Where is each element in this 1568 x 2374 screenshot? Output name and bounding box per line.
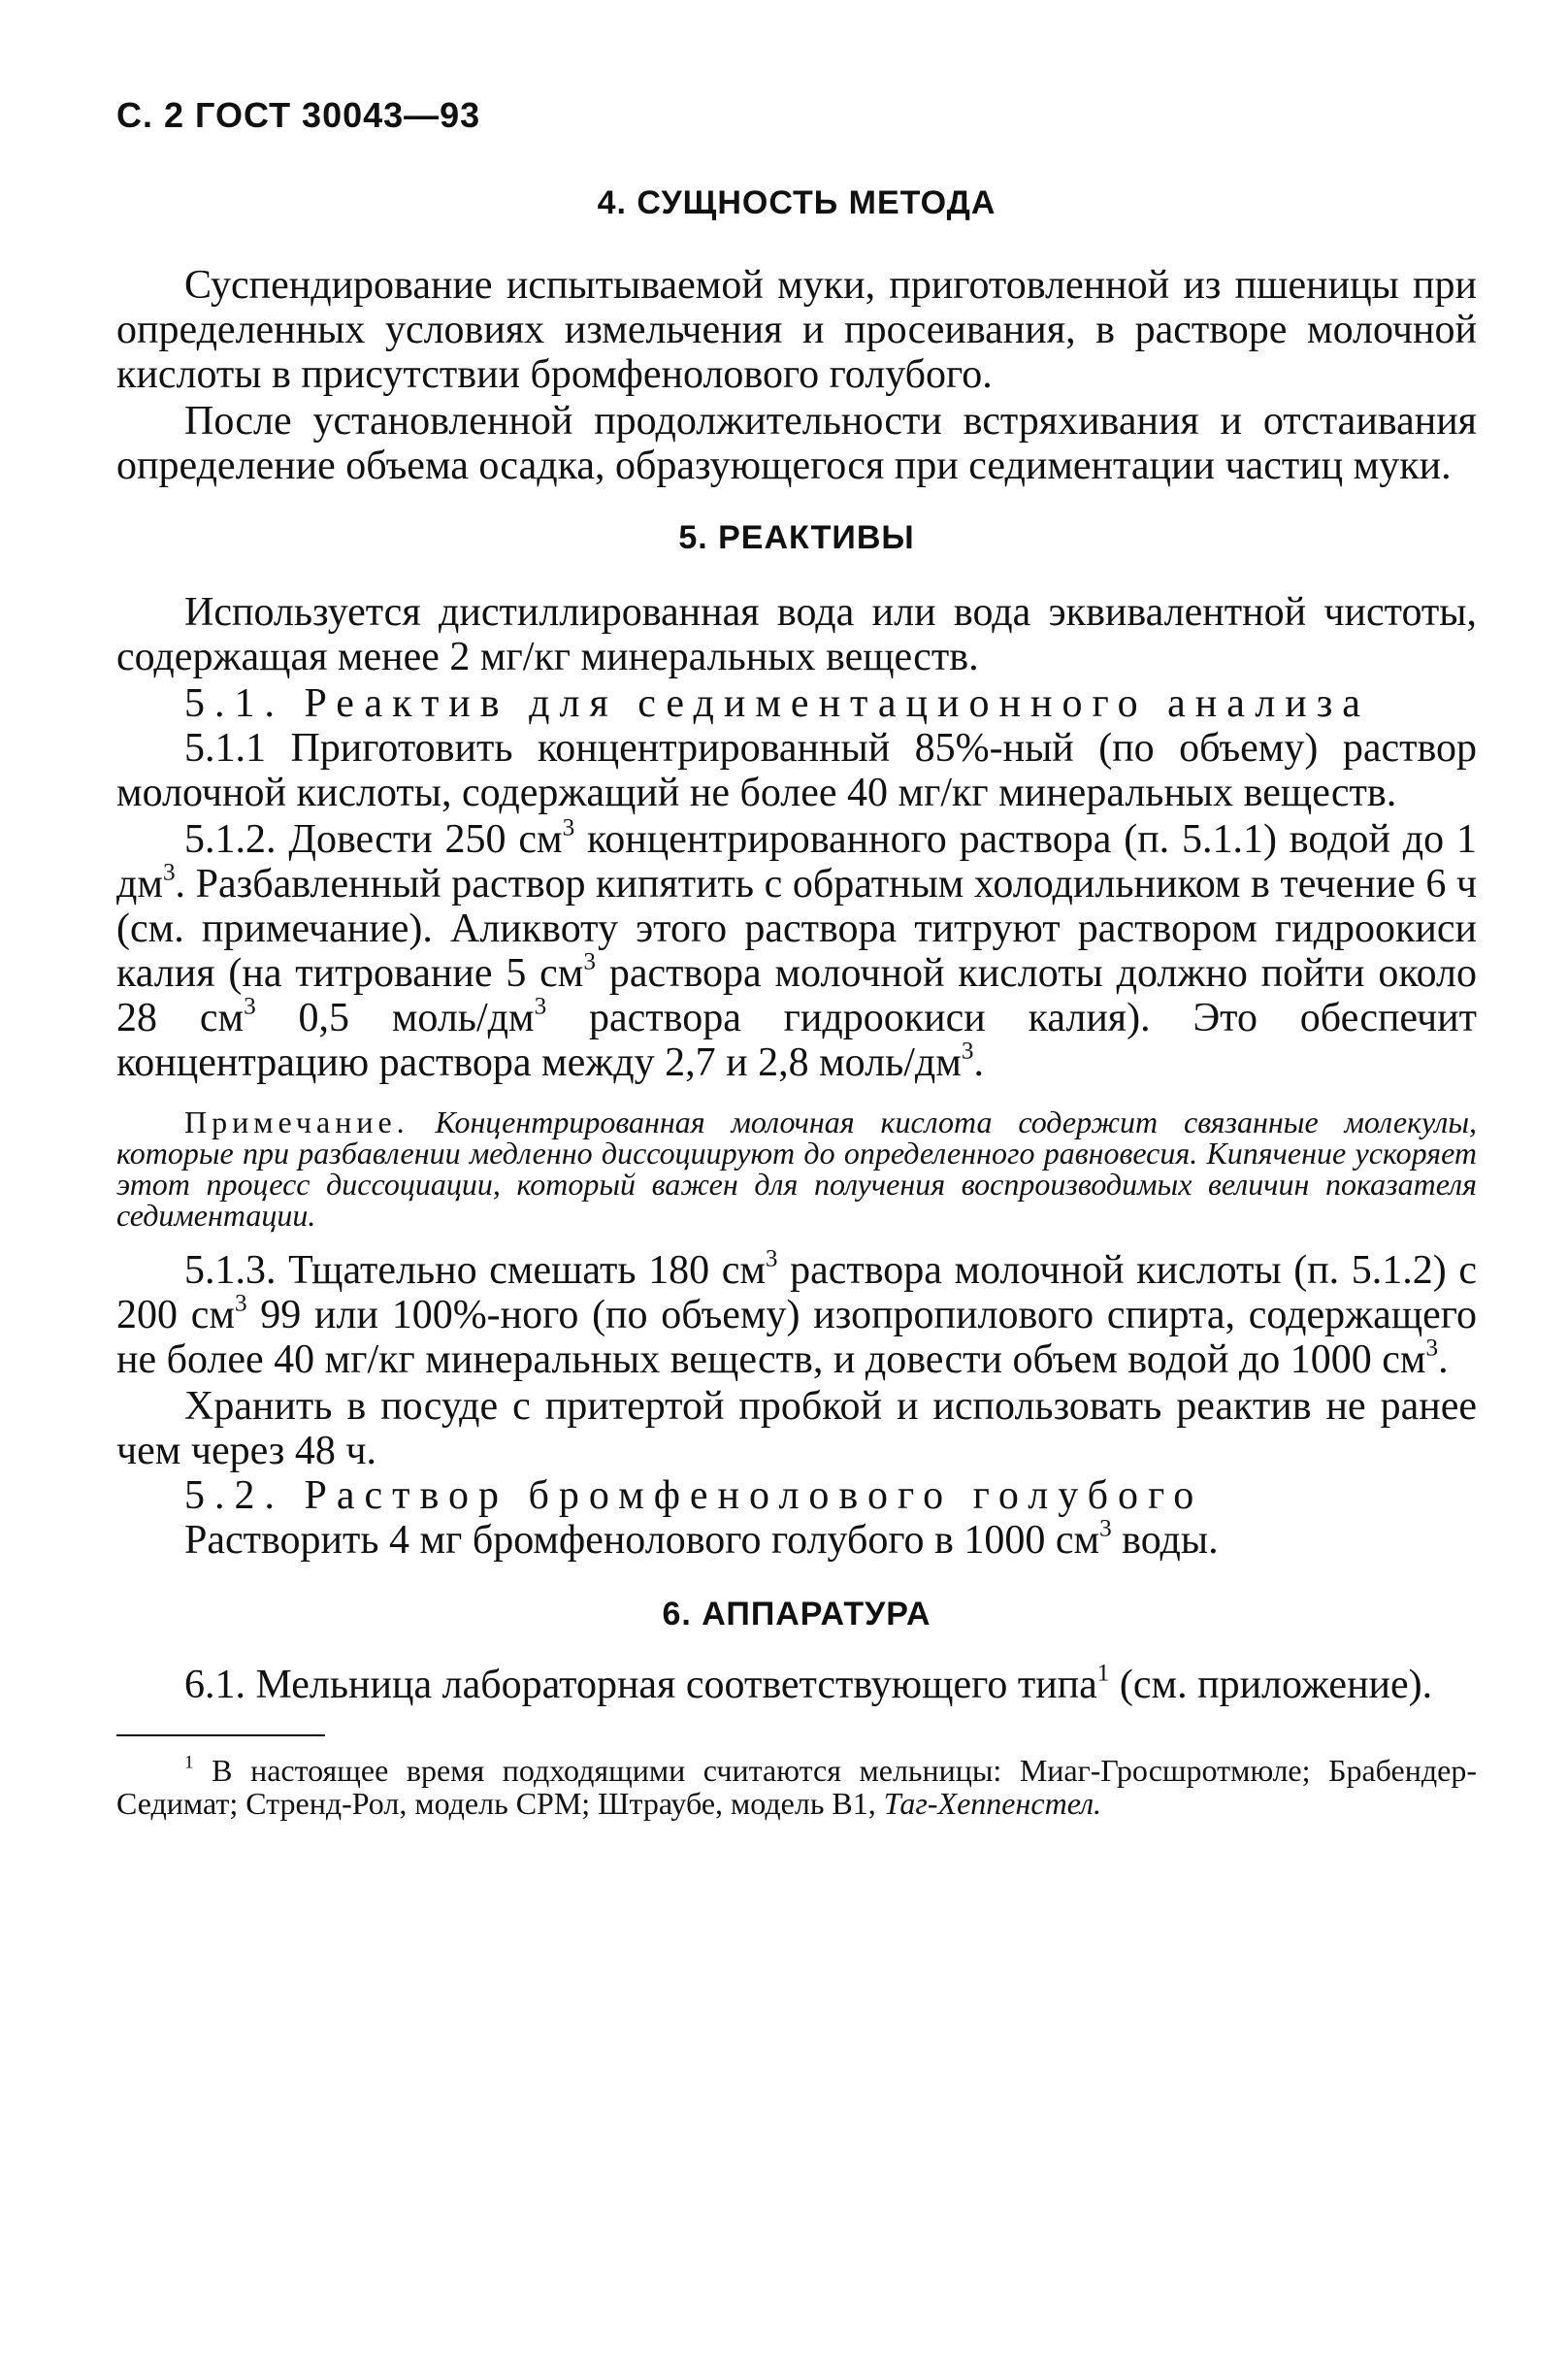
footnote-mark: 1 [184, 1752, 194, 1773]
storage-instruction: Хранить в посуде с притертой пробкой и использовать реактив не ранее чем через 48 ч. [116, 1384, 1477, 1473]
clause-5-1: 5.1. Реактив для седиментационного анализа [184, 681, 1370, 726]
clause-5-2: 5.2. Раствор бромфенолового голубого [184, 1473, 1204, 1518]
section-5-heading: 5. РЕАКТИВЫ [678, 519, 915, 556]
section-4-paragraph-2: После установленной продолжительности встряхивания и отстаивания определение объема осадка, образующегося при седиментации частиц муки. [116, 399, 1477, 488]
footnote-reference: 1 [1096, 1660, 1110, 1687]
note-paragraph [116, 1106, 1477, 1231]
note-text: Концентрированная молочная кислота содержит связанные молекулы, которые при разбавлении медленно диссоциируют до определенного равновесия. Кипячение ускоряет этот процесс диссоциации, который важен для получения воспроизводимых величин показателя седиментации. [116, 1105, 1477, 1233]
footnote-divider [116, 1734, 325, 1736]
clause-5-1-2: 5.1.2. Довести 250 $см^3$ концентрированного раствора (п. 5.1.1) водой до 1 $дм^3$. Разбавленный раствор кипятить с обратным холодильником в течение 6 ч (см. примечание). Аликвоту этого раствора титруют раствором гидроокиси калия (на титрование 5 $см^3$ раствора молочной кислоты должно пойти около 28 $см^3$ 0,5 моль/$дм^3$ раствора гидроокиси калия). Это обеспечит концентрацию раствора между 2,7 и 2,8 моль/$дм^3$. [116, 814, 1478, 1085]
clause-5-1-3: 5.1.3. Тщательно смешать 180 $см^3$ раствора молочной кислоты (п. 5.1.2) с 200 $см^3$ 99 или 100%-ного (по объему) изопропилового спирта, содержащего не более 40 мг/кг минеральных веществ, и довести объем водой до 1000 $см^3$. [116, 1245, 1477, 1382]
clause-5-1-1: 5.1.1 Приготовить концентрированный 85%-ный (по объему) раствор молочной кислоты, содержащий не более 40 мг/кг минеральных веществ. [116, 726, 1477, 815]
section-4-paragraph-1: Суспендирование испытываемой муки, приготовленной из пшеницы при определенных условиях измельчения и просеивания, в растворе молочной кислоты в присутствии бромфенолового голубого. [116, 263, 1477, 397]
clause-6-1: 6.1. Мельница лабораторная соответствующего типа$^1$ (см. приложение). [184, 1660, 1433, 1707]
section-6-heading: 6. АППАРАТУРА [662, 1596, 931, 1632]
footnote: $^1$ В настоящее время подходящими считаются мельницы: Миаг-Гросшротмюле; Брабендер-Седимат; Стренд-Рол, модель СРМ; Штраубе, модель В1, Таг-Хеппенстел. [116, 1752, 1477, 1821]
clause-5-2-text: Растворить 4 мг бромфенолового голубого в 1000 $см^3$ воды. [184, 1515, 1219, 1563]
note-label: Примечание. [184, 1105, 409, 1139]
page-content [116, 184, 1477, 1820]
section-4-heading: 4. СУЩНОСТЬ МЕТОДА [597, 184, 996, 221]
section-5-intro: Используется дистиллированная вода или вода эквивалентной чистоты, содержащая менее 2 мг/кг минеральных веществ. [116, 590, 1477, 679]
running-head: С. 2 ГОСТ 30043—93 [116, 95, 481, 135]
